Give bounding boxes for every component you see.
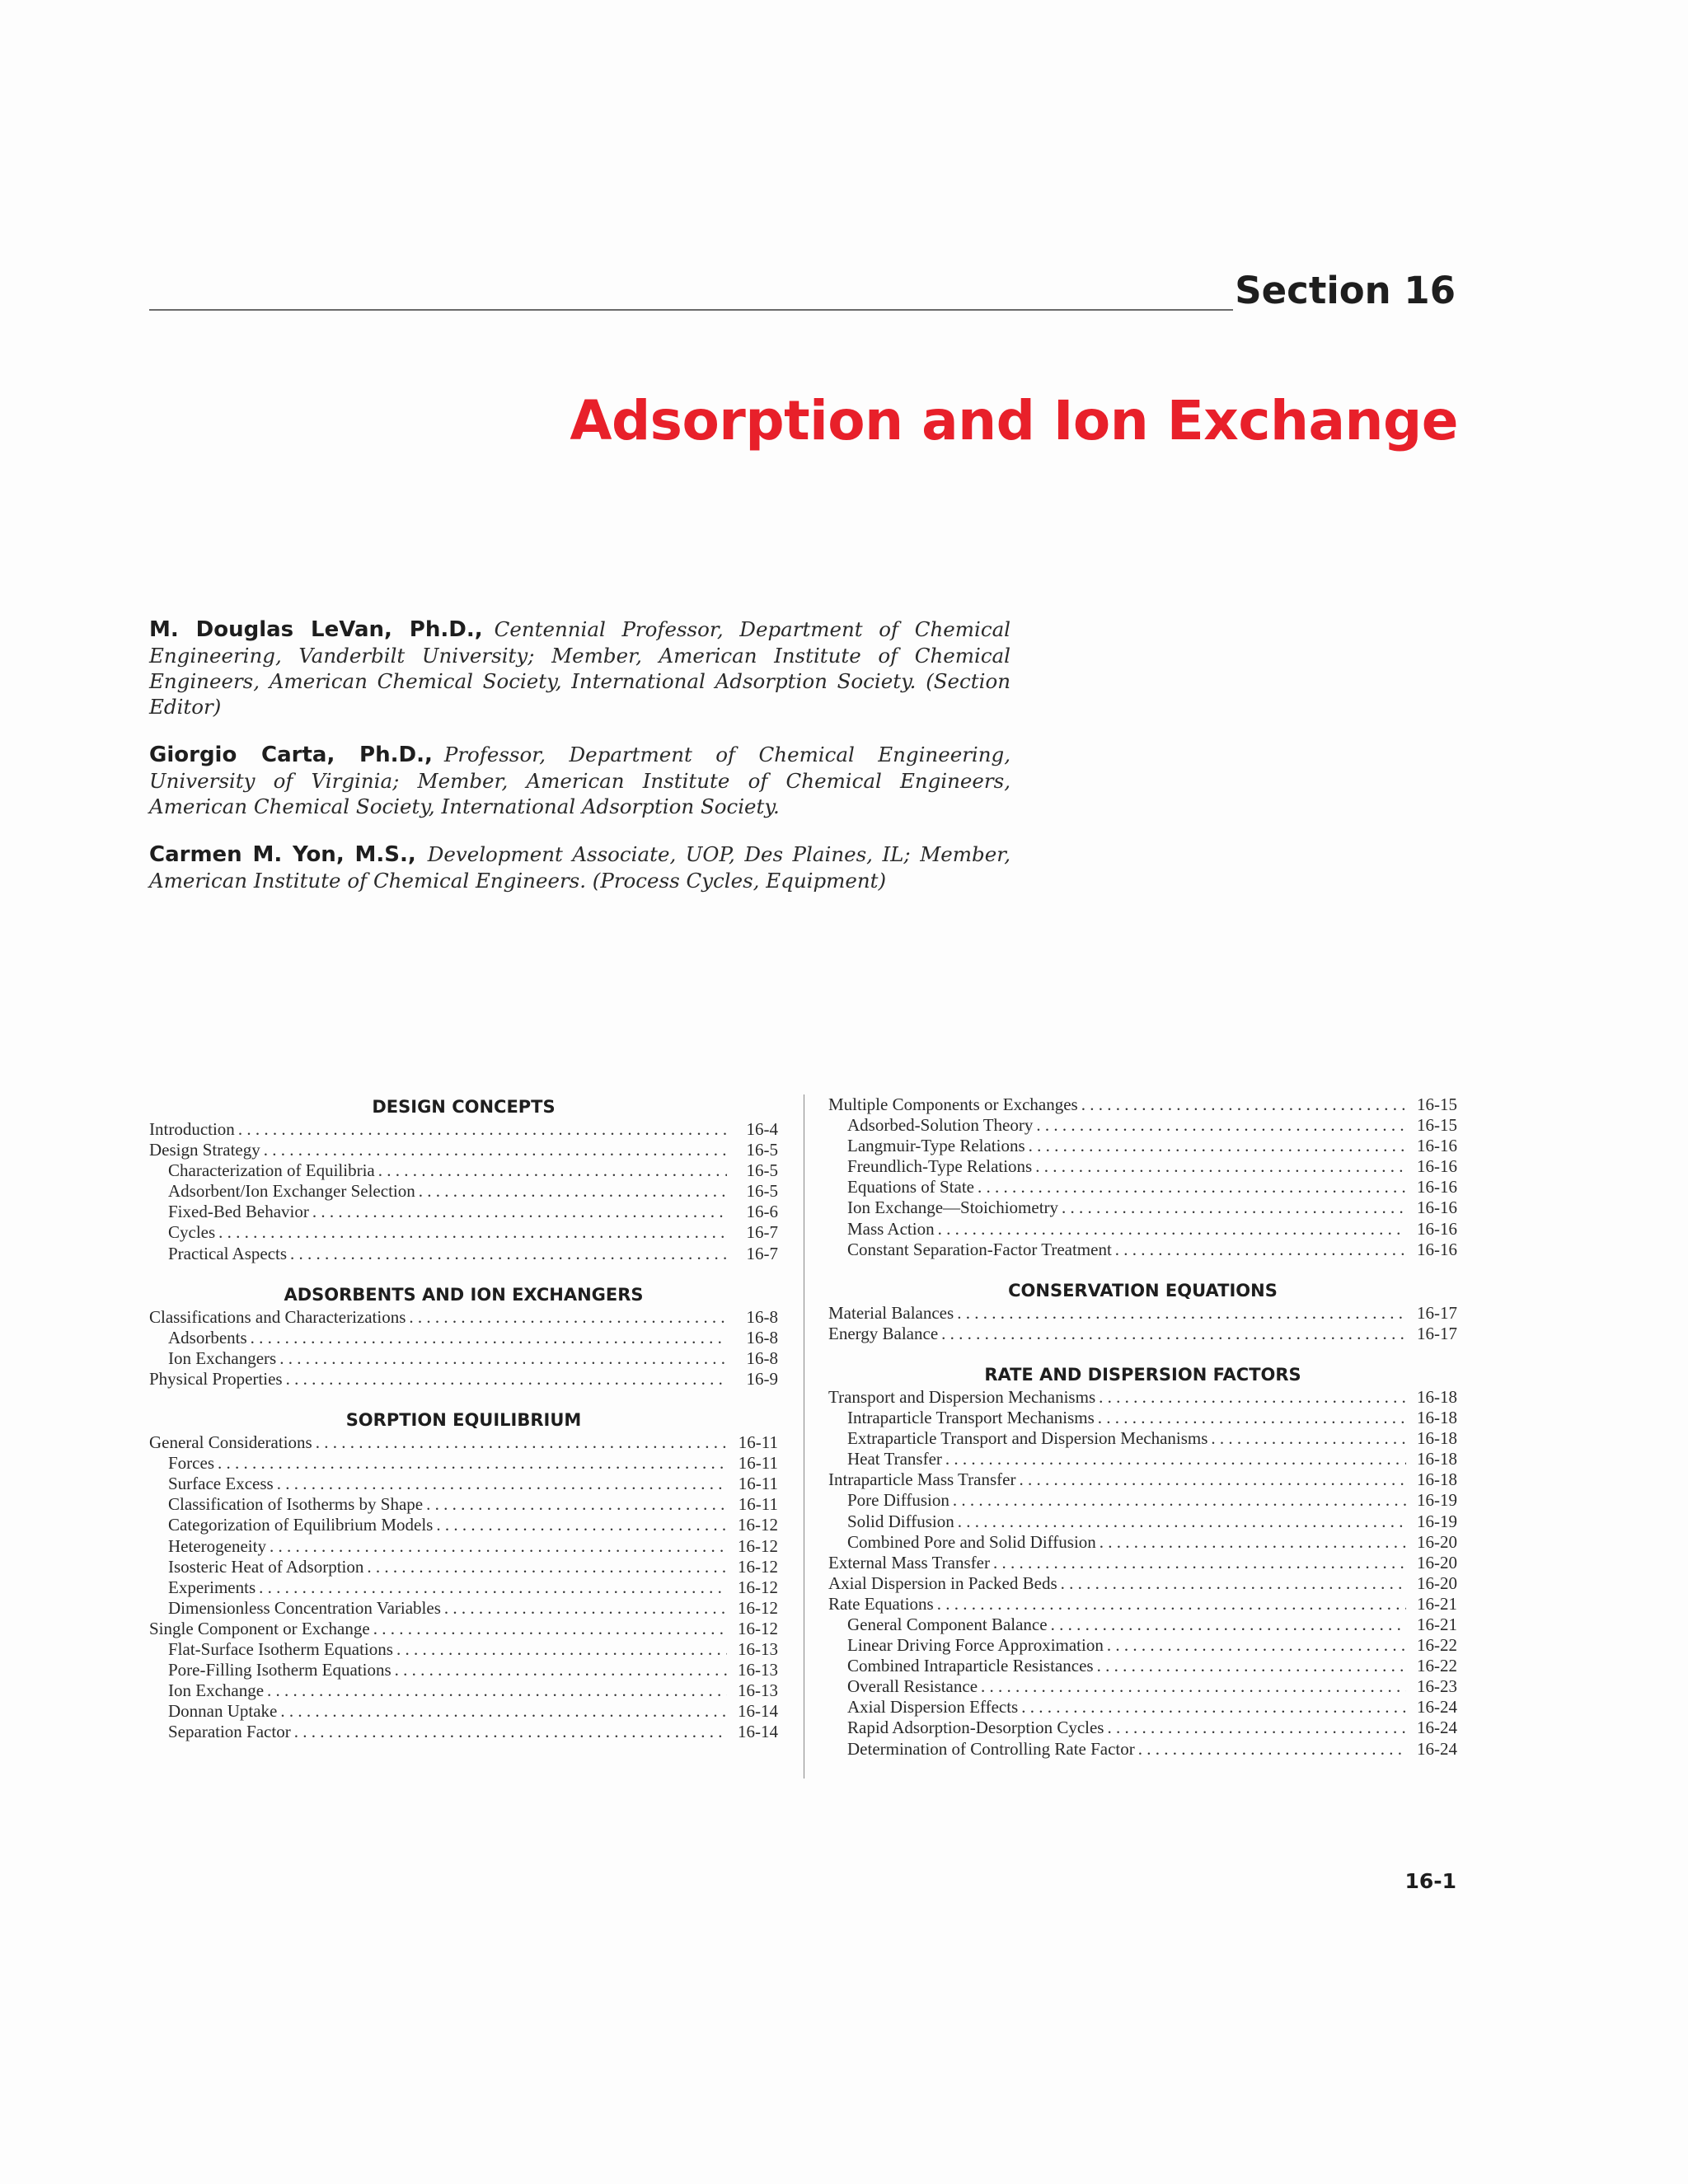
- toc-entry[interactable]: Rapid Adsorption-Desorption Cycles . . . 16-24: [828, 1718, 1457, 1738]
- toc-entry[interactable]: Transport and Dispersion Mechanisms . . . 16-18: [828, 1387, 1457, 1408]
- toc-entry[interactable]: Flat-Surface Isotherm Equations . . . 16-13: [149, 1639, 778, 1660]
- toc-entry[interactable]: General Considerations . . . 16-11: [149, 1432, 778, 1453]
- toc-entry[interactable]: Ion Exchange—Stoichiometry . . . 16-16: [828, 1197, 1457, 1218]
- toc-entry[interactable]: Overall Resistance . . . 16-23: [828, 1676, 1457, 1697]
- toc-right-column: [828, 1094, 1457, 1760]
- toc-entry[interactable]: Experiments . . . 16-12: [149, 1577, 778, 1598]
- toc-entry[interactable]: Separation Factor . . . 16-14: [149, 1722, 778, 1742]
- toc-entry[interactable]: Forces . . . 16-11: [149, 1453, 778, 1474]
- author-entry: [149, 742, 1010, 819]
- toc-entry[interactable]: Extraparticle Transport and Dispersion Mechanisms . . . 16-18: [828, 1428, 1457, 1449]
- toc-entry[interactable]: Linear Driving Force Approximation . . . 16-22: [828, 1635, 1457, 1656]
- toc-entry[interactable]: Mass Action . . . 16-16: [828, 1219, 1457, 1240]
- toc-entry[interactable]: Surface Excess . . . 16-11: [149, 1474, 778, 1494]
- author-list: [149, 616, 1010, 916]
- toc-entry[interactable]: Solid Diffusion . . . 16-19: [828, 1511, 1457, 1532]
- toc-entry[interactable]: Single Component or Exchange . . . 16-12: [149, 1619, 778, 1639]
- toc-entry[interactable]: Energy Balance . . . 16-17: [828, 1324, 1457, 1344]
- toc-left-column: [149, 1094, 778, 1742]
- header-rule: [149, 309, 1233, 311]
- author-affiliation: Development Associate, UOP, Des Plaines, IL; Member, American Institute of Chemical Engineers. (Process Cycles, Equipment): [149, 842, 1011, 893]
- toc-entry[interactable]: Categorization of Equilibrium Models . . . 16-12: [149, 1515, 778, 1535]
- toc-entry[interactable]: Isosteric Heat of Adsorption . . . 16-12: [149, 1557, 778, 1577]
- toc-heading-conservation-equations: CONSERVATION EQUATIONS: [1008, 1280, 1278, 1301]
- toc-entry[interactable]: Adsorbed-Solution Theory . . . 16-15: [828, 1115, 1457, 1136]
- toc-heading-adsorbents: ADSORBENTS AND ION EXCHANGERS: [284, 1284, 644, 1305]
- toc-entry[interactable]: Freundlich-Type Relations . . . 16-16: [828, 1156, 1457, 1177]
- toc-heading-sorption-equilibrium: SORPTION EQUILIBRIUM: [345, 1410, 582, 1431]
- author-name: M. Douglas LeVan, Ph.D.,: [149, 617, 483, 642]
- toc-entry[interactable]: Cycles . . . 16-7: [149, 1222, 778, 1243]
- toc-entry[interactable]: External Mass Transfer . . . 16-20: [828, 1553, 1457, 1573]
- toc-entry[interactable]: Pore-Filling Isotherm Equations . . . 16-13: [149, 1660, 778, 1680]
- toc-entry[interactable]: Design Strategy . . . 16-5: [149, 1140, 778, 1160]
- toc-entry[interactable]: Axial Dispersion Effects . . . 16-24: [828, 1697, 1457, 1718]
- toc-entry[interactable]: Adsorbents . . . 16-8: [149, 1328, 778, 1348]
- toc-entry[interactable]: Characterization of Equilibria . . . 16-5: [149, 1160, 778, 1181]
- toc-entry[interactable]: Heterogeneity . . . 16-12: [149, 1536, 778, 1557]
- toc-entry[interactable]: Constant Separation-Factor Treatment . . . 16-16: [828, 1240, 1457, 1260]
- toc-entry[interactable]: Equations of State . . . 16-16: [828, 1177, 1457, 1197]
- toc-entry[interactable]: Ion Exchangers . . . 16-8: [149, 1348, 778, 1369]
- toc-entry[interactable]: Introduction . . . 16-4: [149, 1119, 778, 1140]
- toc-entry[interactable]: Fixed-Bed Behavior . . . 16-6: [149, 1202, 778, 1222]
- toc-entry[interactable]: Axial Dispersion in Packed Beds . . . 16-20: [828, 1573, 1457, 1594]
- toc-entry[interactable]: Ion Exchange . . . 16-13: [149, 1680, 778, 1701]
- author-entry: [149, 841, 1010, 893]
- toc-heading-design-concepts: DESIGN CONCEPTS: [372, 1097, 556, 1117]
- author-affiliation: Professor, Department of Chemical Engineering, University of Virginia; Member, American Institute of Chemical Engineers, American Chemical Society, International Adsorption Society.: [149, 743, 1010, 818]
- toc-entry[interactable]: Physical Properties . . . 16-9: [149, 1369, 778, 1390]
- toc-entry[interactable]: Classifications and Characterizations . . . 16-8: [149, 1307, 778, 1328]
- toc-heading-rate-dispersion: RATE AND DISPERSION FACTORS: [984, 1364, 1301, 1385]
- author-affiliation: Centennial Professor, Department of Chemical Engineering, Vanderbilt University; Member, American Institute of Chemical Engineers, American Chemical Society, International Adsorption Society. (Section Editor): [149, 617, 1011, 719]
- toc-entry[interactable]: Heat Transfer . . . 16-18: [828, 1449, 1457, 1469]
- author-entry: [149, 616, 1010, 719]
- page-number: 16-1: [1404, 1869, 1456, 1893]
- toc-entry[interactable]: Combined Intraparticle Resistances . . . 16-22: [828, 1656, 1457, 1676]
- toc-entry[interactable]: Classification of Isotherms by Shape . . . 16-11: [149, 1494, 778, 1515]
- toc-entry[interactable]: Pore Diffusion . . . 16-19: [828, 1490, 1457, 1511]
- toc-entry[interactable]: Donnan Uptake . . . 16-14: [149, 1701, 778, 1722]
- toc-entry[interactable]: Multiple Components or Exchanges . . . 16-15: [828, 1094, 1457, 1115]
- toc-entry[interactable]: Combined Pore and Solid Diffusion . . . 16-20: [828, 1532, 1457, 1553]
- toc-entry[interactable]: Determination of Controlling Rate Factor . . . 16-24: [828, 1739, 1457, 1760]
- toc-entry[interactable]: Intraparticle Mass Transfer . . . 16-18: [828, 1469, 1457, 1490]
- toc-entry[interactable]: Intraparticle Transport Mechanisms . . . 16-18: [828, 1408, 1457, 1428]
- author-name: Carmen M. Yon, M.S.,: [149, 842, 416, 867]
- toc-entry[interactable]: Adsorbent/Ion Exchanger Selection . . . 16-5: [149, 1181, 778, 1202]
- section-label: Section 16: [1235, 269, 1456, 312]
- toc-entry[interactable]: Langmuir-Type Relations . . . 16-16: [828, 1136, 1457, 1156]
- toc-entry[interactable]: Practical Aspects . . . 16-7: [149, 1244, 778, 1264]
- toc-entry[interactable]: Dimensionless Concentration Variables . . . 16-12: [149, 1598, 778, 1619]
- toc-entry[interactable]: Material Balances . . . 16-17: [828, 1303, 1457, 1324]
- page-title: Adsorption and Ion Exchange: [570, 389, 1458, 452]
- toc-entry[interactable]: General Component Balance . . . 16-21: [828, 1615, 1457, 1635]
- toc-entry[interactable]: Rate Equations . . . 16-21: [828, 1594, 1457, 1615]
- author-name: Giorgio Carta, Ph.D.,: [149, 743, 433, 767]
